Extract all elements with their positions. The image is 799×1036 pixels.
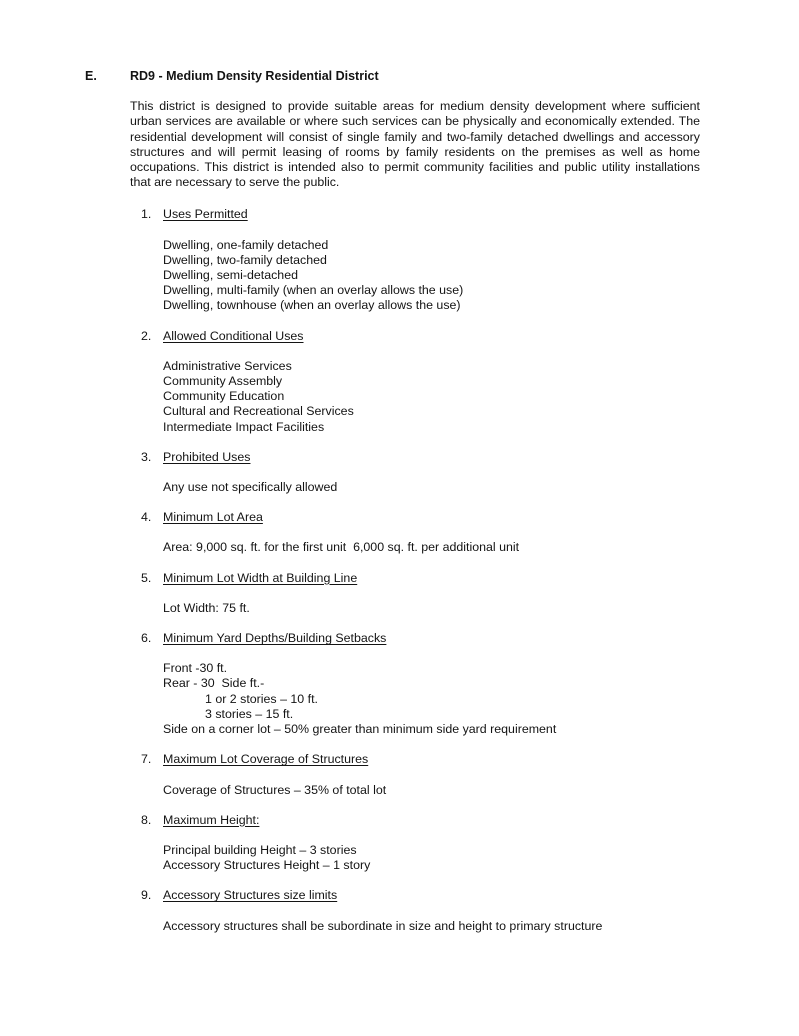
section-7 <box>130 752 700 797</box>
section-number: 2. <box>141 328 152 343</box>
section-4 <box>130 510 700 555</box>
section-number: 8. <box>141 812 152 827</box>
section-heading <box>130 752 700 767</box>
section-title: Prohibited Uses <box>163 449 251 464</box>
section-line: Accessory structures shall be subordinate in size and height to primary structure <box>163 918 603 933</box>
section-9 <box>130 888 700 933</box>
section-content <box>163 601 700 616</box>
section-title: Uses Permitted <box>163 207 248 222</box>
section-heading <box>130 450 700 465</box>
section-line: Intermediate Impact Facilities <box>163 419 325 434</box>
section-line: Cultural and Recreational Services <box>163 404 354 419</box>
section-3 <box>130 450 700 495</box>
section-number: 1. <box>141 207 152 222</box>
section-heading <box>130 888 700 903</box>
section-heading <box>130 813 700 828</box>
section-content <box>163 919 700 934</box>
section-line: Community Assembly <box>163 374 283 389</box>
section-2 <box>130 329 700 435</box>
section-heading <box>130 631 700 646</box>
section-content <box>163 359 700 435</box>
section-number: 7. <box>141 752 152 767</box>
section-content <box>163 843 700 873</box>
section-line: Principal building Height – 3 stories <box>163 842 357 857</box>
section-line: Dwelling, semi-detached <box>163 268 298 283</box>
section-line: Lot Width: 75 ft. <box>163 600 250 615</box>
section-content <box>163 238 700 314</box>
section-6 <box>130 631 700 737</box>
section-content <box>163 661 700 737</box>
section-title: Allowed Conditional Uses <box>163 328 304 343</box>
section-line: Dwelling, multi-family (when an overlay allows the use) <box>163 283 464 298</box>
section-line: Front -30 ft. <box>163 661 228 676</box>
section-title: Minimum Lot Width at Building Line <box>163 570 358 585</box>
section-line: Dwelling, two-family detached <box>163 252 327 267</box>
section-content <box>163 783 700 798</box>
section-line: 1 or 2 stories – 10 ft. <box>205 691 318 706</box>
section-line: Area: 9,000 sq. ft. for the first unit 6,000 sq. ft. per additional unit <box>163 540 520 555</box>
section-content <box>163 480 700 495</box>
section-line: Rear - 30 Side ft.- <box>163 676 265 691</box>
section-letter: E. <box>85 69 97 83</box>
document-body <box>130 99 700 934</box>
section-title: Maximum Lot Coverage of Structures <box>163 752 369 767</box>
section-line: Accessory Structures Height – 1 story <box>163 858 371 873</box>
section-line: 3 stories – 15 ft. <box>205 706 294 721</box>
section-line: Administrative Services <box>163 358 292 373</box>
section-number: 3. <box>141 449 152 464</box>
section-title: Minimum Lot Area <box>163 510 263 525</box>
section-line: Side on a corner lot – 50% greater than minimum side yard requirement <box>163 722 557 737</box>
section-content <box>163 540 700 555</box>
section-heading <box>130 571 700 586</box>
section-heading <box>130 510 700 525</box>
section-heading <box>130 207 700 222</box>
section-title: Accessory Structures size limits <box>163 888 338 903</box>
sections-list <box>130 207 700 933</box>
section-line: Any use not specifically allowed <box>163 480 338 495</box>
section-8 <box>130 813 700 874</box>
section-title: Minimum Yard Depths/Building Setbacks <box>163 631 387 646</box>
section-title: Maximum Height: <box>163 812 260 827</box>
section-number: 9. <box>141 888 152 903</box>
document-header <box>85 69 700 84</box>
section-line: Dwelling, one-family detached <box>163 237 329 252</box>
section-line: Coverage of Structures – 35% of total lot <box>163 782 387 797</box>
intro-paragraph: This district is designed to provide suitable areas for medium density development where sufficient urban services are available or where such services can be physically and economically extended. The residential development will consist of single family and two-family detached dwellings and accessory structures and will permit leasing of rooms by family residents on the premises as well as home occupations. This district is intended also to permit community facilities and public utility installations that are necessary to serve the public. <box>130 99 700 190</box>
section-1 <box>130 207 700 313</box>
page-title: RD9 - Medium Density Residential District <box>130 69 379 83</box>
section-5 <box>130 571 700 616</box>
section-number: 6. <box>141 631 152 646</box>
section-number: 5. <box>141 570 152 585</box>
section-line: Dwelling, townhouse (when an overlay allows the use) <box>163 298 461 313</box>
section-line: Community Education <box>163 389 285 404</box>
section-heading <box>130 329 700 344</box>
section-number: 4. <box>141 510 152 525</box>
